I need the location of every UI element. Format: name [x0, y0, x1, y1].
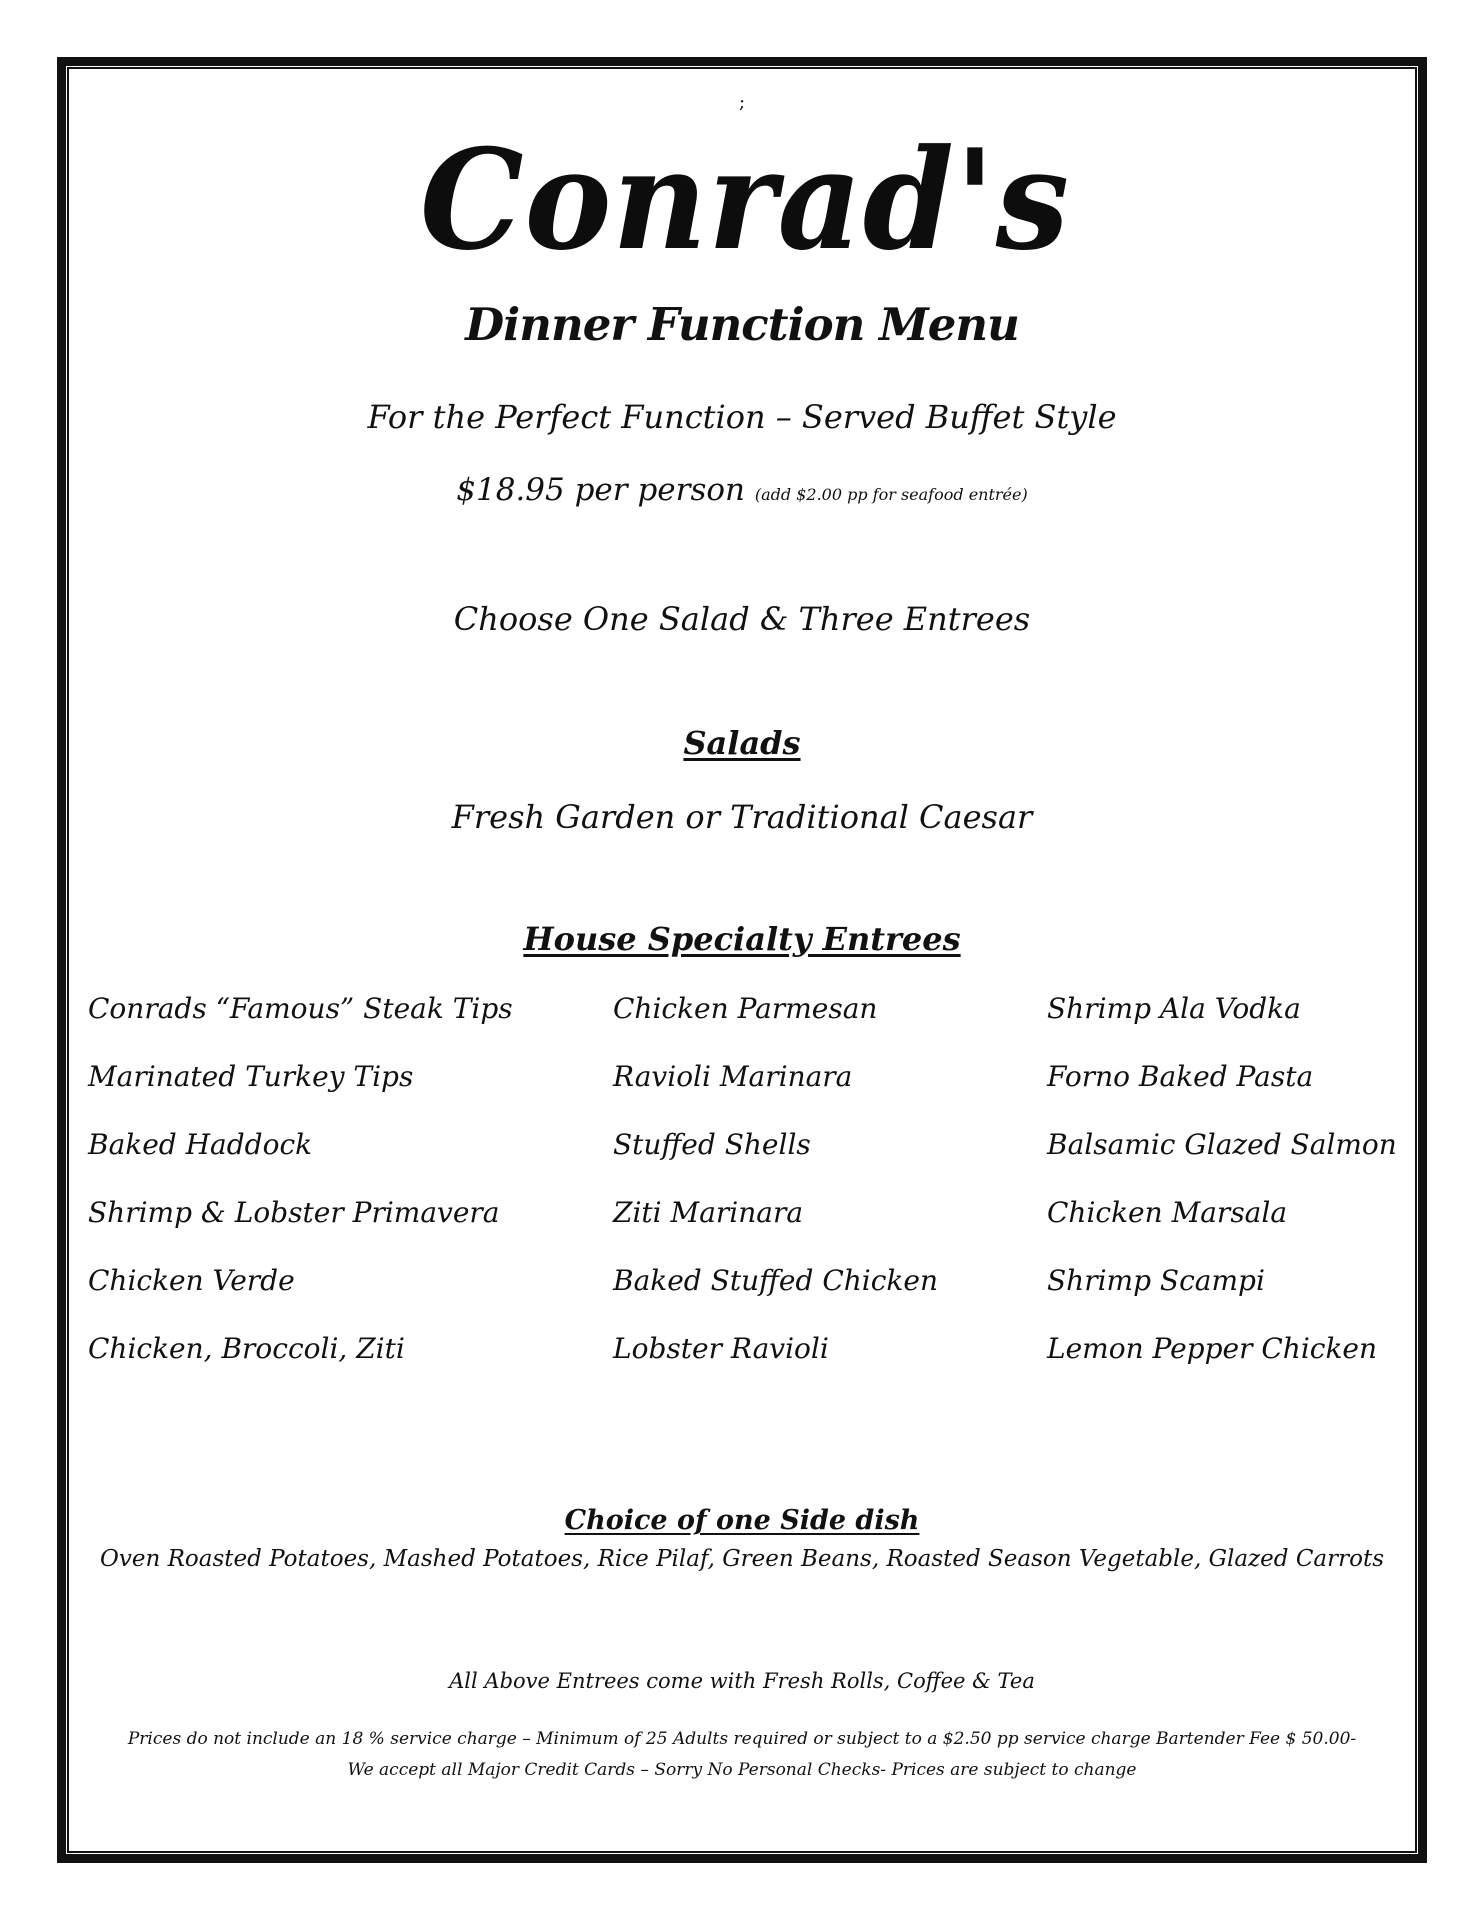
entree-row: [88, 1332, 1408, 1400]
entree-item: Chicken Parmesan: [613, 992, 878, 1025]
terms-note: Prices do not include an 18 % service charge – Minimum of 25 Adults required or subject to a $2.50 pp service charge Bartender Fee $ 50.00-: [127, 1729, 1357, 1749]
sides-heading: Choice of one Side dish: [564, 1505, 920, 1536]
logo-text: Conrad's: [420, 130, 1070, 281]
conrads-logo: [400, 130, 1090, 290]
entree-item: Forno Baked Pasta: [1047, 1060, 1314, 1093]
entree-item: Shrimp & Lobster Primavera: [88, 1196, 500, 1229]
entree-item: Shrimp Scampi: [1047, 1264, 1265, 1297]
entree-item: Baked Haddock: [88, 1128, 313, 1161]
entree-row: [88, 1060, 1408, 1128]
entree-row: [88, 1196, 1408, 1264]
entrees-list: [88, 992, 1408, 1400]
entree-row: [88, 1264, 1408, 1332]
salads-heading: Salads: [683, 724, 801, 762]
entree-item: Conrads “Famous” Steak Tips: [88, 992, 513, 1025]
salads-options: Fresh Garden or Traditional Caesar: [451, 798, 1033, 836]
included-items-note: All Above Entrees come with Fresh Rolls, Coffee & Tea: [449, 1669, 1035, 1693]
entree-item: Ravioli Marinara: [613, 1060, 853, 1093]
entree-item: Stuffed Shells: [613, 1128, 811, 1161]
entrees-heading: House Specialty Entrees: [523, 920, 961, 958]
entree-item: Lobster Ravioli: [613, 1332, 829, 1365]
menu-subtitle: For the Perfect Function – Served Buffet Style: [367, 398, 1117, 436]
header-mark: ;: [738, 92, 746, 113]
entree-item: Balsamic Glazed Salmon: [1047, 1128, 1397, 1161]
menu-title: Dinner Function Menu: [465, 298, 1019, 351]
entree-row: [88, 1128, 1408, 1196]
price-note: (add $2.00 pp for seafood entrée): [754, 485, 1028, 504]
entree-row: [88, 992, 1408, 1060]
payment-note: We accept all Major Credit Cards – Sorry No Personal Checks- Prices are subject to change: [347, 1760, 1137, 1780]
entree-item: Lemon Pepper Chicken: [1047, 1332, 1378, 1365]
entree-item: Chicken, Broccoli, Ziti: [88, 1332, 405, 1365]
entree-item: Baked Stuffed Chicken: [613, 1264, 938, 1297]
entree-item: Chicken Marsala: [1047, 1196, 1288, 1229]
price-line: [0, 472, 1484, 508]
price: $18.95 per person: [456, 472, 745, 508]
entree-item: Marinated Turkey Tips: [88, 1060, 414, 1093]
entree-item: Chicken Verde: [88, 1264, 295, 1297]
entree-item: Ziti Marinara: [613, 1196, 804, 1229]
selection-instruction: Choose One Salad & Three Entrees: [453, 600, 1031, 638]
sides-options: Oven Roasted Potatoes, Mashed Potatoes, Rice Pilaf, Green Beans, Roasted Season Vegetable, Glazed Carrots: [99, 1546, 1385, 1572]
entree-item: Shrimp Ala Vodka: [1047, 992, 1301, 1025]
